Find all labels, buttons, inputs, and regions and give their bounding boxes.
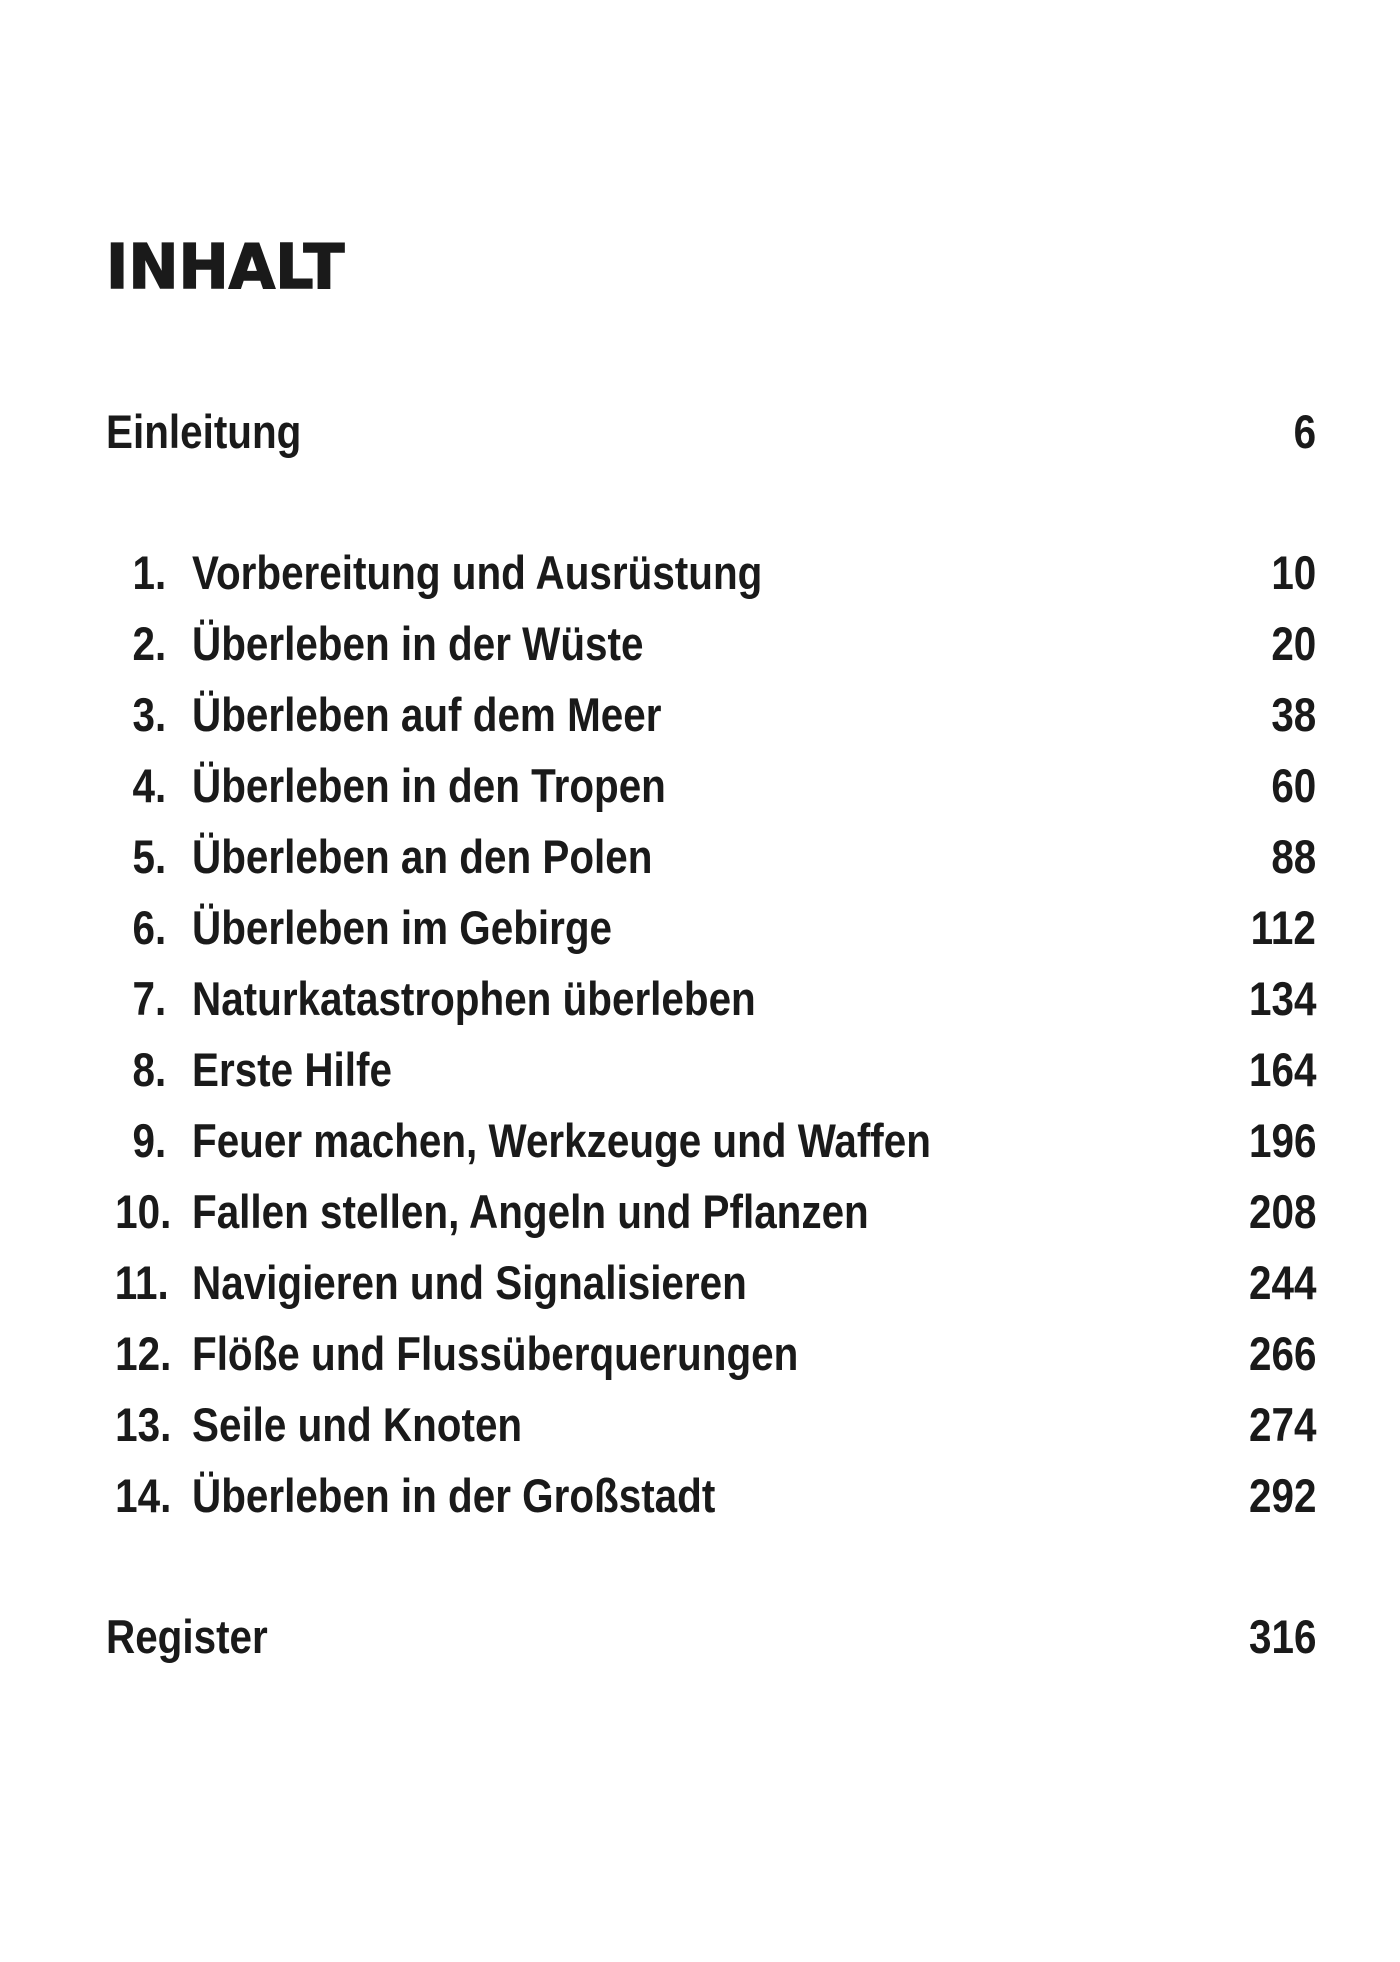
toc-chapter-row[interactable] xyxy=(106,827,1316,887)
chapter-number: 8. xyxy=(132,1043,166,1096)
chapter-number: 11. xyxy=(114,1256,169,1309)
chapter-title: Überleben auf dem Meer xyxy=(192,688,662,741)
chapter-page: 208 xyxy=(1248,1185,1316,1238)
toc-chapter-row[interactable] xyxy=(106,1182,1316,1242)
toc-intro-label: Einleitung xyxy=(106,405,302,458)
chapter-number: 5. xyxy=(132,830,166,883)
chapter-number: 1. xyxy=(132,546,166,599)
chapter-title: Seile und Knoten xyxy=(192,1398,523,1451)
chapter-page: 274 xyxy=(1248,1398,1316,1451)
chapter-page: 112 xyxy=(1250,901,1316,954)
chapter-number: 9. xyxy=(132,1114,166,1167)
toc-intro[interactable] xyxy=(106,402,1316,462)
toc-intro-page: 6 xyxy=(1293,405,1316,458)
chapter-page: 60 xyxy=(1271,759,1316,812)
chapter-page: 292 xyxy=(1248,1469,1316,1522)
page-title: INHALT xyxy=(106,232,345,304)
chapter-number: 10. xyxy=(115,1185,172,1238)
chapter-title: Überleben an den Polen xyxy=(192,830,653,883)
toc-chapter-row[interactable] xyxy=(106,543,1316,603)
chapter-title: Überleben in der Großstadt xyxy=(192,1469,716,1522)
toc-chapter-row[interactable] xyxy=(106,969,1316,1029)
toc-chapter-row[interactable] xyxy=(106,1324,1316,1384)
chapter-title: Feuer machen, Werkzeuge und Waffen xyxy=(192,1114,931,1167)
chapter-number: 6. xyxy=(132,901,166,954)
toc-chapter-row[interactable] xyxy=(106,1253,1316,1313)
chapter-number: 3. xyxy=(132,688,166,741)
chapter-page: 134 xyxy=(1248,972,1316,1025)
chapter-title: Fallen stellen, Angeln und Pflanzen xyxy=(192,1185,869,1238)
toc-register-page: 316 xyxy=(1248,1610,1316,1663)
chapter-title: Erste Hilfe xyxy=(192,1043,392,1096)
chapter-page: 20 xyxy=(1271,617,1316,670)
toc-chapter-row[interactable] xyxy=(106,898,1316,958)
toc-chapter-row[interactable] xyxy=(106,614,1316,674)
chapter-title: Überleben im Gebirge xyxy=(192,901,613,954)
chapter-number: 4. xyxy=(132,759,166,812)
chapter-title: Überleben in der Wüste xyxy=(192,617,644,670)
toc-chapter-row[interactable] xyxy=(106,1040,1316,1100)
chapter-number: 14. xyxy=(115,1469,172,1522)
chapter-page: 164 xyxy=(1248,1043,1316,1096)
chapter-title: Flöße und Flussüberquerungen xyxy=(192,1327,799,1380)
chapter-page: 10 xyxy=(1271,546,1316,599)
chapter-title: Vorbereitung und Ausrüstung xyxy=(192,546,763,599)
chapter-number: 13. xyxy=(115,1398,172,1451)
toc-register-label: Register xyxy=(106,1610,268,1663)
toc-chapter-row[interactable] xyxy=(106,685,1316,745)
chapter-title: Navigieren und Signalisieren xyxy=(192,1256,747,1309)
chapter-title: Überleben in den Tropen xyxy=(192,759,666,812)
chapter-number: 7. xyxy=(132,972,166,1025)
chapter-page: 196 xyxy=(1248,1114,1316,1167)
toc-chapter-row[interactable] xyxy=(106,1466,1316,1526)
chapter-page: 244 xyxy=(1248,1256,1316,1309)
chapter-number: 2. xyxy=(132,617,166,670)
chapter-title: Naturkatastrophen überleben xyxy=(192,972,756,1025)
toc-chapter-row[interactable] xyxy=(106,1111,1316,1171)
chapter-number: 12. xyxy=(115,1327,172,1380)
chapter-page: 88 xyxy=(1271,830,1316,883)
toc-chapter-row[interactable] xyxy=(106,1395,1316,1455)
chapter-page: 38 xyxy=(1271,688,1316,741)
toc-register[interactable] xyxy=(106,1607,1316,1667)
toc-chapter-row[interactable] xyxy=(106,756,1316,816)
chapter-page: 266 xyxy=(1248,1327,1316,1380)
